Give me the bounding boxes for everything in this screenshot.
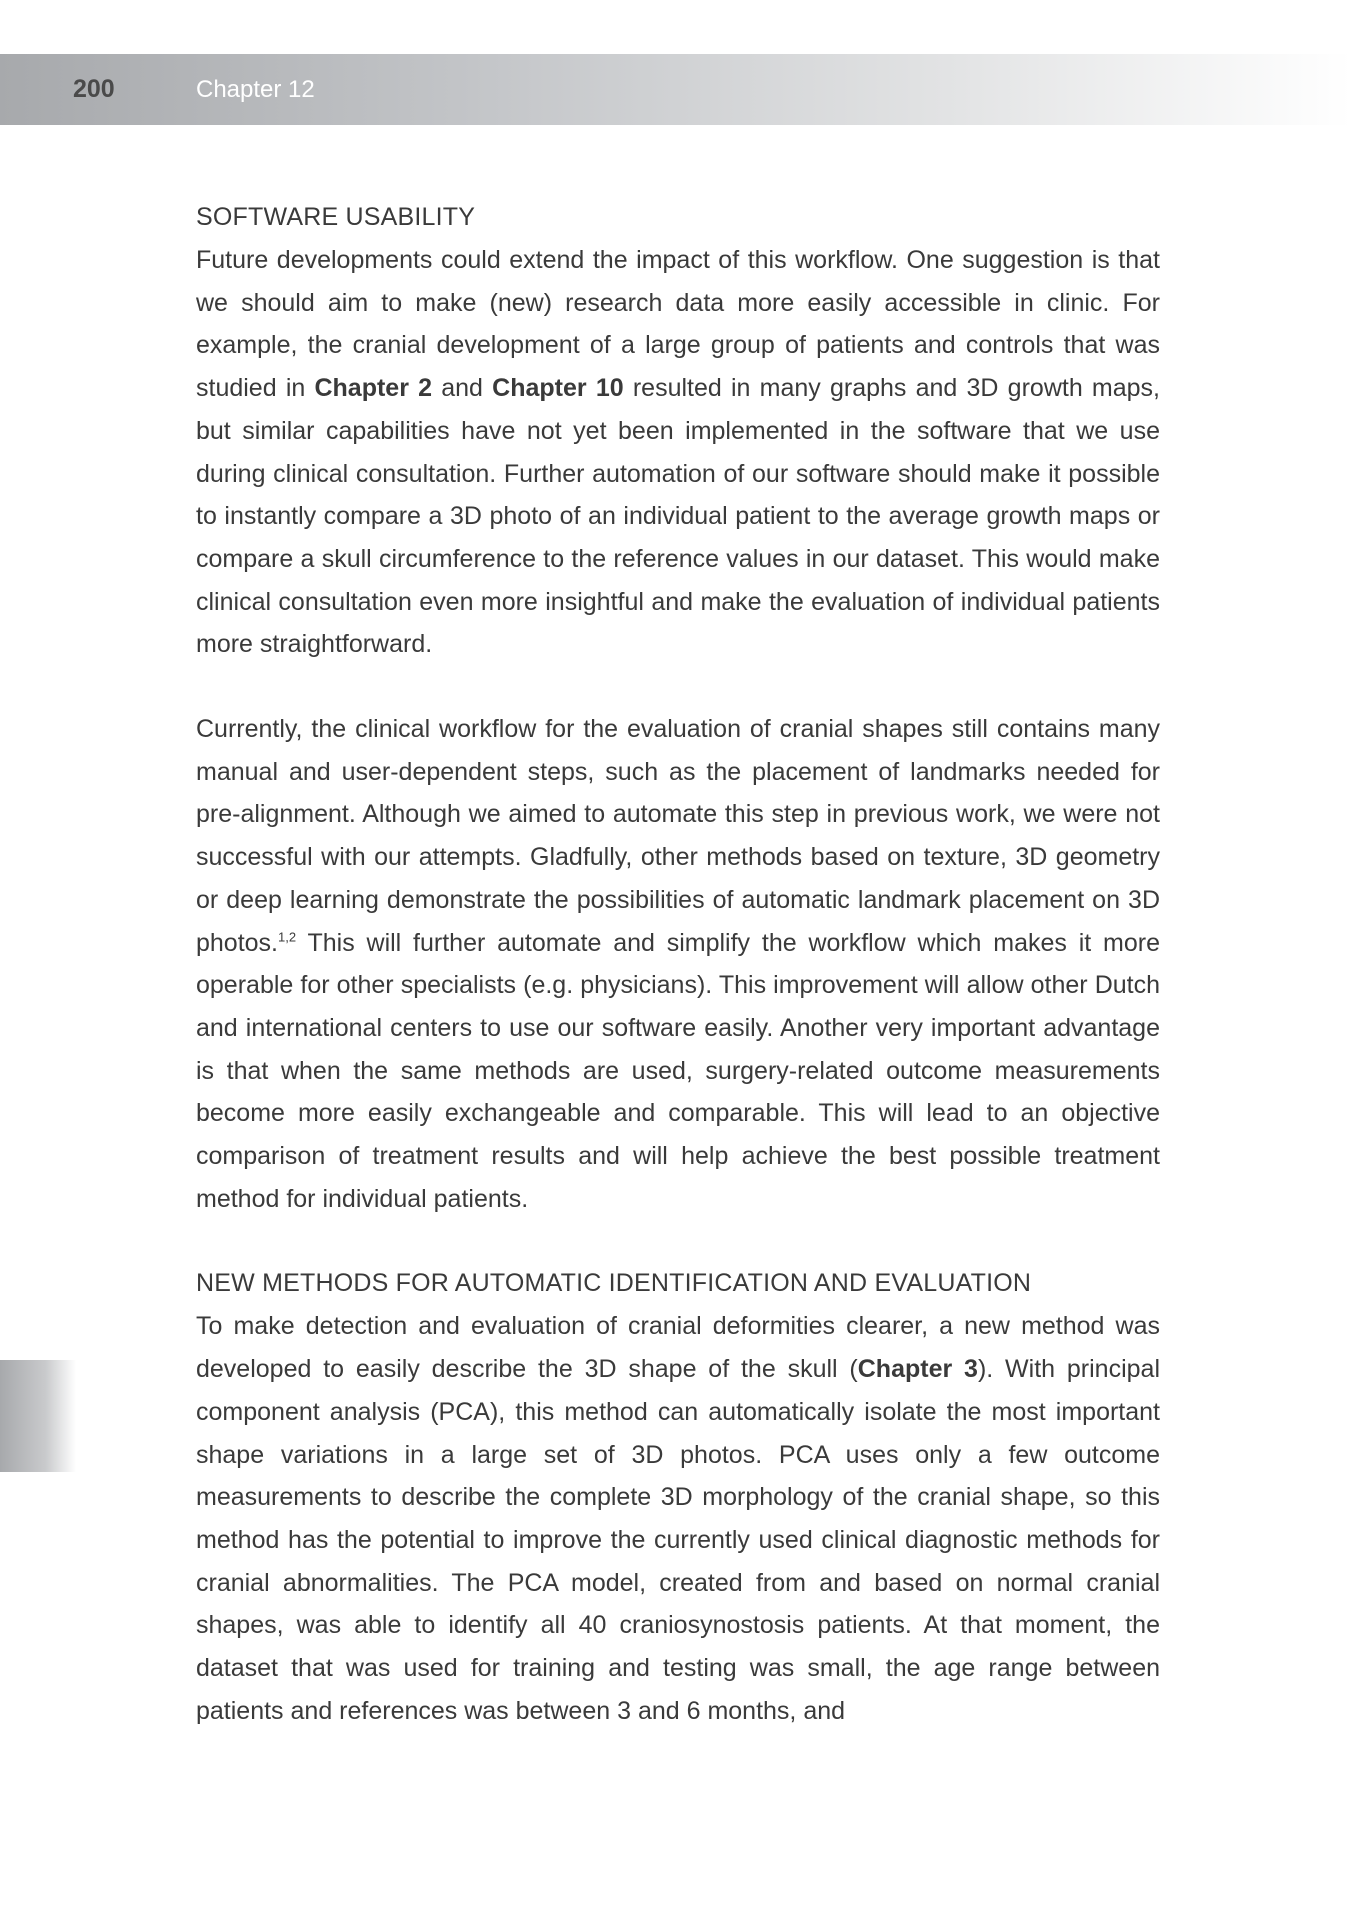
section-heading-new-methods: NEW METHODS FOR AUTOMATIC IDENTIFICATION AND EVALUATION: [196, 1269, 1032, 1298]
text-run: This will further automate and simplify the workflow which makes it more operable for other specialists (e.g. physicians). This improvement will allow other Dutch and international centers to use our software easily. Another very important advantage is that when the same methods are used, surgery-related outcome measurements become more easily exchangeable and comparable. This will lead to an objective comparison of treatment results and will help achieve the best possible treatment method for individual patients.: [196, 928, 1160, 1213]
paragraph-spacer: [196, 666, 1160, 708]
paragraph-software-usability-2: [196, 708, 1160, 1220]
page-body: [196, 196, 1160, 1733]
citation-superscript: 1,2: [278, 929, 297, 945]
chapter-thumb-tab: [0, 1360, 76, 1472]
text-run: resulted in many graphs and 3D growth maps, but similar capabilities have not yet been implemented in the software that we use during clinical consultation. Further automation of our software should make it possible to instantly compare a 3D photo of an individual patient to the average growth maps or compare a skull circumference to the reference values in our dataset. This would make clinical consultation even more insightful and make the evaluation of individual patients more straightforward.: [196, 374, 1160, 659]
chapter-reference: Chapter 2: [314, 374, 433, 403]
text-run: Future developments could extend the impact of this workflow. One suggestion is that we should aim to make (new) research data more easily accessible in clinic. For example, the cranial development of a large group of patients and controls that was studied in: [196, 246, 1160, 403]
text-run: and: [432, 374, 493, 403]
section-heading-software-usability: SOFTWARE USABILITY: [196, 203, 476, 231]
chapter-reference: Chapter 10: [492, 374, 624, 403]
text-run: To make detection and evaluation of cranial deformities clearer, a new method was developed to easily describe the 3D shape of the skull (: [196, 1312, 1160, 1384]
page-number: 200: [73, 75, 115, 103]
text-run: ). With principal component analysis (PCA), this method can automatically isolate the most important shape variations in a large set of 3D photos. PCA uses only a few outcome measurements to describe the complete 3D morphology of the cranial shape, so this method has the potential to improve the currently used clinical diagnostic methods for cranial abnormalities. The PCA model, created from and based on normal cranial shapes, was able to identify all 40 craniosynostosis patients. At that moment, the dataset that was used for training and testing was small, the age range between patients and references was between 3 and 6 months, and: [196, 1355, 1160, 1725]
paragraph-new-methods-1: [196, 1305, 1160, 1732]
chapter-reference: Chapter 3: [857, 1355, 978, 1384]
text-run: Currently, the clinical workflow for the evaluation of cranial shapes still contains many manual and user-dependent steps, such as the placement of landmarks needed for pre-alignment. Although we aimed to automate this step in previous work, we were not successful with our attempts. Gladfully, other methods based on texture, 3D geometry or deep learning demonstrate the possibilities of automatic landmark placement on 3D photos.: [196, 715, 1160, 957]
paragraph-software-usability-1: [196, 239, 1160, 666]
running-header-chapter: Chapter 12: [196, 76, 315, 103]
paragraph-spacer: [196, 1220, 1160, 1262]
